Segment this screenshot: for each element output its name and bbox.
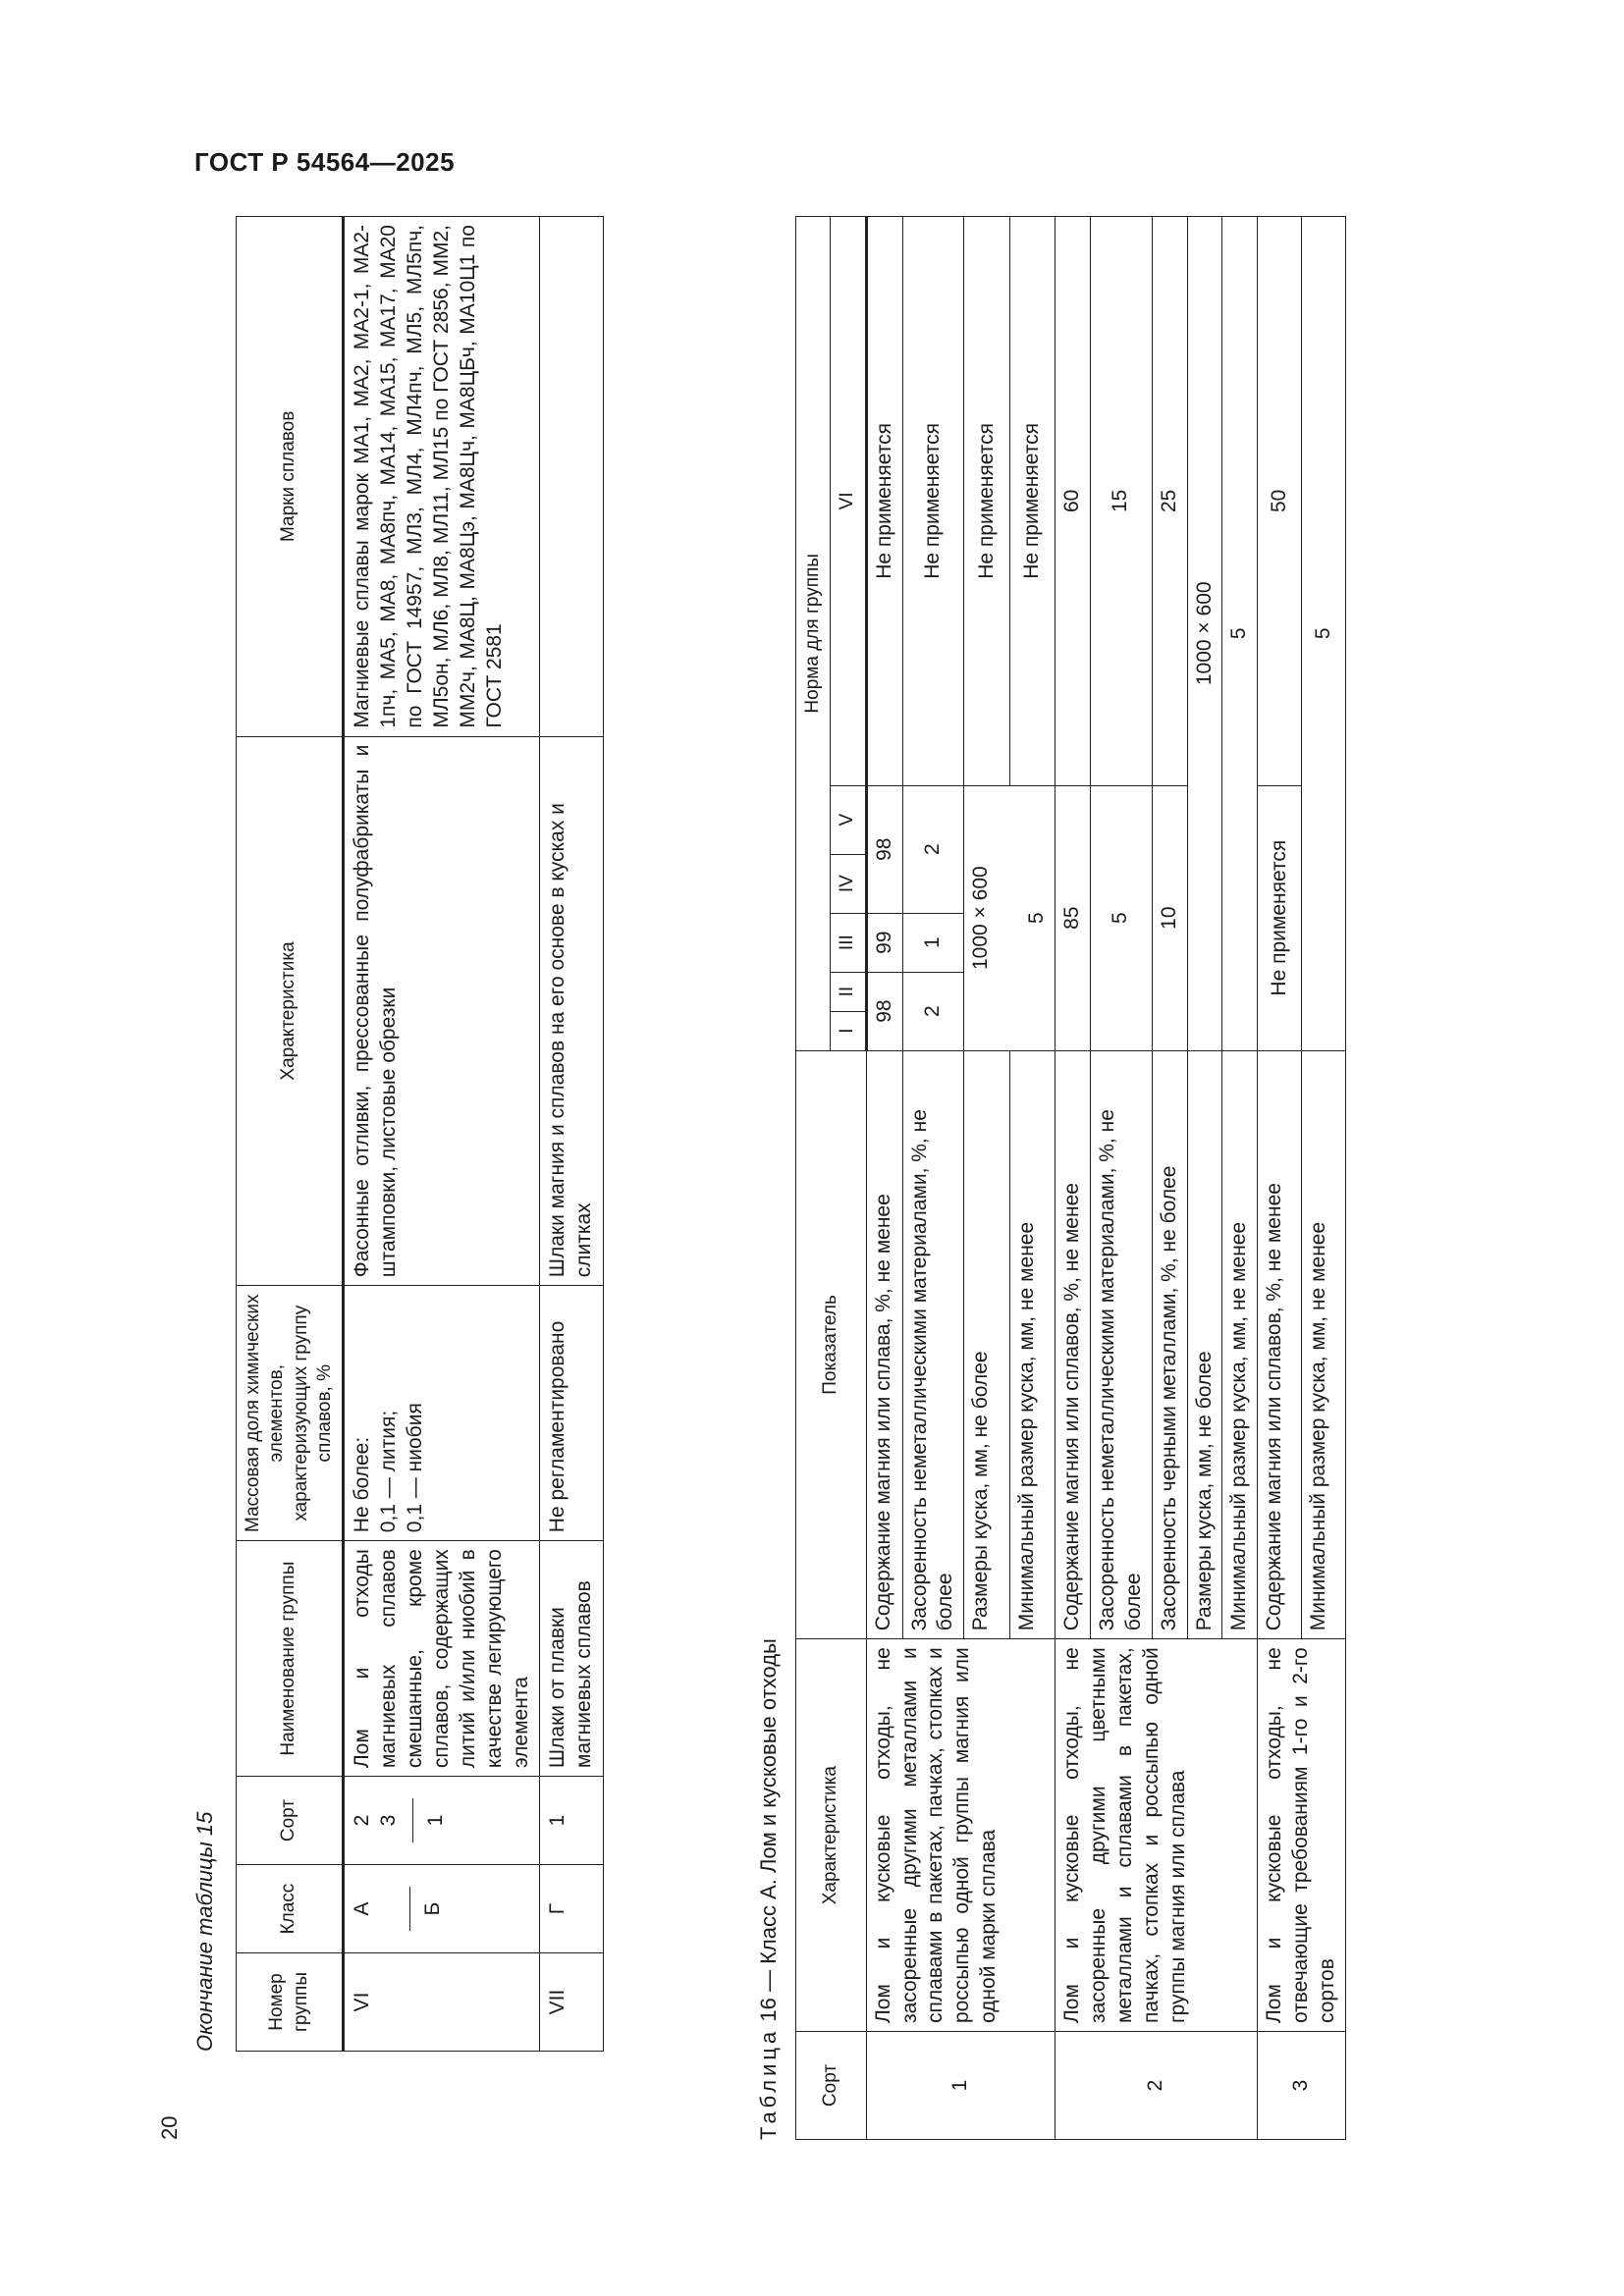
grade-cell <box>344 1777 540 1865</box>
group-no-cell: VI <box>344 1953 540 2052</box>
value-vi: Не применяется <box>902 217 964 786</box>
header-group-name: Наименование группы <box>237 1541 344 1777</box>
value-i-ii: 98 <box>866 972 902 1050</box>
table15-continuation-caption: Окончание таблицы 15 <box>192 1811 217 2052</box>
characteristic-cell: Лом и кусковые отходы, не засоренные другими металлами и сплавами в пакетах, пачках, стопках и россыпью одной группы магния или одной марки сплава <box>866 1639 1055 2032</box>
value-i-v: Не применяется <box>1258 785 1302 1050</box>
header-group-iii: III <box>831 913 866 972</box>
header-group-iv: IV <box>831 854 866 913</box>
header-mass-fraction: Массовая доля химических элементов, характеризующих группу сплавов, % <box>237 1286 344 1541</box>
header-group-v: V <box>831 785 866 854</box>
indicator-cell: Размеры куска, мм, не более <box>1187 1050 1222 1639</box>
value-iv-v: 2 <box>902 785 964 913</box>
header-group-vi: VI <box>831 217 866 786</box>
group-no-cell: VII <box>540 1953 604 2052</box>
indicator-cell: Минимальный размер куска, мм, не менее <box>1222 1050 1258 1639</box>
table-row <box>540 217 604 2052</box>
characteristic-cell: Лом и кусковые отходы, не засоренные другими цветными металлами и сплавами в пакетах, пачках, стопках и россыпью одной группы магния или сплава <box>1056 1639 1258 2032</box>
indicator-cell: Содержание магния или сплавов, %, не менее <box>1258 1050 1302 1639</box>
value-vi: 25 <box>1152 217 1187 786</box>
class-cell <box>344 1865 540 1953</box>
table16-header-row-1 <box>796 217 831 2140</box>
indicator-cell: Минимальный размер куска, мм, не менее <box>1302 1050 1346 1639</box>
grade-b: 1 <box>424 1814 447 1827</box>
value-vi: 50 <box>1258 217 1302 786</box>
class-cell: Г <box>540 1865 604 1953</box>
value-vi: Не применяется <box>866 217 902 786</box>
indicator-cell: Содержание магния или сплава, %, не менее <box>866 1050 902 1639</box>
header-class: Класс <box>237 1865 344 1953</box>
table-row <box>344 217 540 2052</box>
characteristic-cell: Шлаки магния и сплавов на его основе в кусках и слитках <box>540 736 604 1286</box>
grade-cell: 2 <box>1056 2032 1258 2140</box>
value-vi: Не применяется <box>964 217 1009 786</box>
grade-cell: 1 <box>866 2032 1055 2140</box>
value-i-v <box>964 785 1056 1050</box>
value-i-ii: 2 <box>902 972 964 1050</box>
table16-caption <box>756 1638 782 2140</box>
indicator-cell: Засоренность неметаллическими материалами, %, не более <box>902 1050 964 1639</box>
table-row <box>866 217 902 2140</box>
grade-cell: 1 <box>540 1777 604 1865</box>
indicator-cell: Засоренность неметаллическими материалами, %, не более <box>1090 1050 1152 1639</box>
header-group-i: I <box>831 1011 866 1050</box>
value-vi: 60 <box>1056 217 1091 786</box>
indicator-cell: Размеры куска, мм, не более <box>964 1050 1009 1639</box>
value-i-vi: 1000 × 600 <box>1187 217 1222 1051</box>
table-row <box>1258 217 1302 2140</box>
value-vi: Не применяется <box>1009 217 1055 786</box>
header-characteristic: Характеристика <box>237 736 344 1286</box>
mass-fraction-cell: Не более: 0,1 — лития; 0,1 — ниобия <box>344 1286 540 1541</box>
header-grade: Сорт <box>796 2032 867 2140</box>
table-16 <box>795 216 1346 2140</box>
class-a: А <box>351 1901 374 1916</box>
value-iii: 99 <box>866 913 902 972</box>
grade-a: 2 3 <box>351 1814 401 1827</box>
indicator-cell: Минимальный размер куска, мм, не менее <box>1009 1050 1055 1639</box>
header-group-no: Номер группы <box>237 1953 344 2052</box>
header-grade: Сорт <box>237 1777 344 1865</box>
value-min-size: 5 <box>1025 912 1049 924</box>
value-size: 1000 × 600 <box>969 866 993 970</box>
table15-header-row <box>237 217 344 2052</box>
group-name-cell: Шлаки от плавки магниевых сплавов <box>540 1541 604 1777</box>
class-b: Б <box>421 1901 445 1916</box>
alloys-cell: Магниевые сплавы марок МА1, МА2, МА2-1, МА2-1пч, МА5, МА8, МА8пч, МА14, МА15, МА17, МА20 по ГОСТ 14957, МЛ3, МЛ4, МЛ4пч, МЛ5, МЛ5пч, МЛ5он, МЛ6, МЛ8, МЛ11, МЛ15 по ГОСТ 2856, ММ2, ММ2ч, МА8Ц, МА8Цэ, МА8Цч, МА8ЦБч, МА10Ц1 по ГОСТ 2581 <box>344 217 540 737</box>
header-alloys: Марки сплавов <box>237 217 344 737</box>
header-group-ii: II <box>831 972 866 1011</box>
characteristic-cell: Лом и кусковые отходы, не отвечающие требованиям 1-го и 2-го сортов <box>1258 1639 1346 2032</box>
grade-cell: 3 <box>1258 2032 1346 2140</box>
header-norm: Норма для группы <box>796 217 831 1051</box>
table-row <box>1056 217 1091 2140</box>
value-i-vi: 5 <box>1302 217 1346 1051</box>
indicator-cell: Содержание магния или сплавов, %, не менее <box>1056 1050 1091 1639</box>
value-vi: 15 <box>1090 217 1152 786</box>
alloys-cell <box>540 217 604 737</box>
group-name-cell: Лом и отходы магниевых сплавов смешанные, кроме сплавов, содержащих литий и/или ниобий в качестве легирующего элемента <box>344 1541 540 1777</box>
page-number: 20 <box>157 2115 182 2140</box>
value-i-v: 5 <box>1090 785 1152 1050</box>
mass-fraction-cell: Не регламентировано <box>540 1286 604 1541</box>
value-iii: 1 <box>902 913 964 972</box>
rotated-page-content <box>157 216 1463 2140</box>
document-header: ГОСТ Р 54564—2025 <box>194 147 456 177</box>
header-indicator: Показатель <box>796 1050 867 1639</box>
indicator-cell: Засоренность черными металлами, %, не более <box>1152 1050 1187 1639</box>
table16-caption-word: Таблица <box>756 2027 781 2140</box>
characteristic-cell: Фасонные отливки, прессованные полуфабрикаты и штамповки, листовые обрезки <box>344 736 540 1286</box>
value-i-vi: 5 <box>1222 217 1258 1051</box>
table16-caption-text: 16 — Класс А. Лом и кусковые отходы <box>756 1638 781 2028</box>
header-characteristic: Характеристика <box>796 1639 867 2032</box>
table-15 <box>236 216 604 2052</box>
value-i-v: 85 <box>1056 785 1091 1050</box>
value-i-v: 10 <box>1152 785 1187 1050</box>
value-iv-v: 98 <box>866 785 902 913</box>
